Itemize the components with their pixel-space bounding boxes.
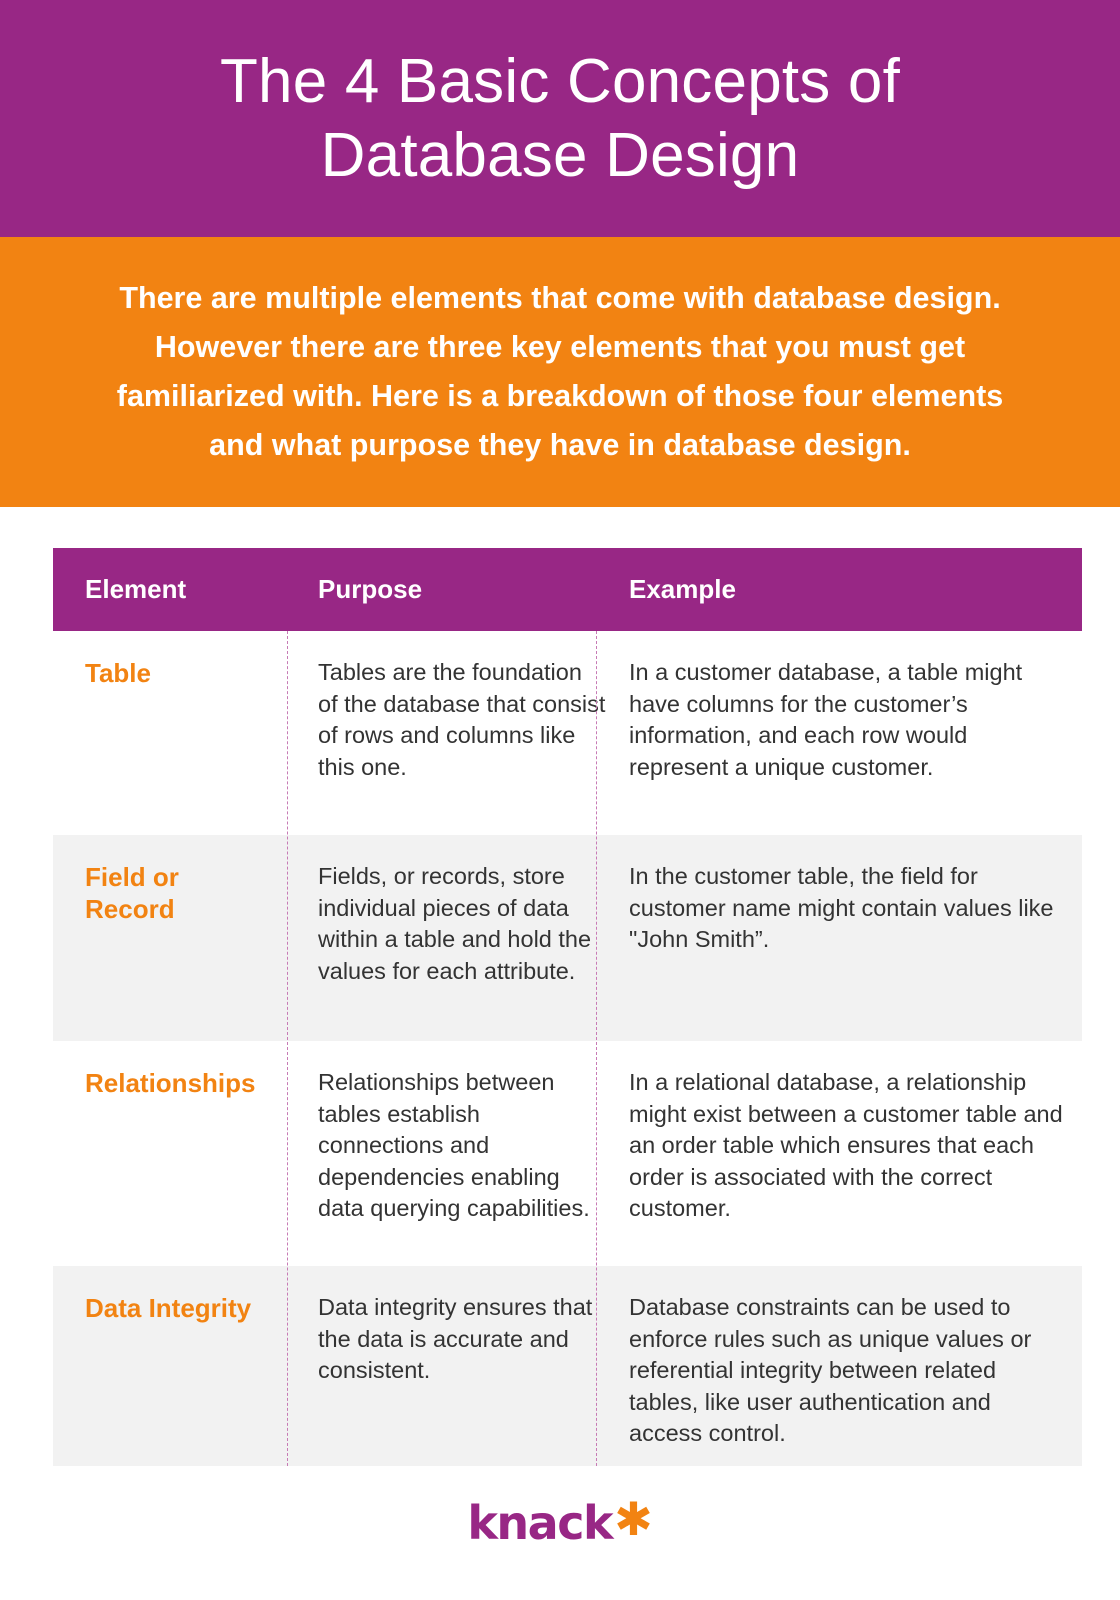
intro-banner [0, 237, 1120, 507]
row-purpose: Data integrity ensures that the data is accurate and consistent. [318, 1294, 593, 1383]
row-purpose: Fields, or records, store individual pieces of data within a table and hold the values for each attribute. [318, 863, 592, 984]
row-purpose: Relationships between tables establish connections and dependencies enabling data querying capabilities. [318, 1069, 590, 1221]
header-element: Element [85, 574, 187, 604]
row-example: Database constraints can be used to enforce rules such as unique values or referential integrity between related tables, like user authentication and access control. [629, 1294, 1032, 1446]
row-example: In a customer database, a table might have columns for the customer’s information, and each row would represent a unique customer. [629, 659, 1023, 780]
page-title-line-2: Database Design [320, 120, 800, 190]
row-example: In a relational database, a relationship might exist between a customer table and an order table which ensures that each order is associated with the correct customer. [629, 1069, 1063, 1221]
table-row [53, 1266, 1082, 1466]
intro-line-3: familiarized with. Here is a breakdown of those four elements [116, 379, 1004, 413]
column-divider-1 [287, 631, 288, 1466]
intro-line-2: However there are three key elements that you must get [154, 330, 966, 364]
concepts-table [53, 548, 1082, 1466]
knack-logo [0, 1492, 1120, 1550]
row-element: Data Integrity [85, 1293, 252, 1323]
table-header [53, 548, 1082, 631]
table-row [53, 1041, 1082, 1266]
header-purpose: Purpose [318, 574, 423, 604]
asterisk-icon: ✱ [614, 1492, 653, 1546]
row-element: Relationships [85, 1068, 256, 1098]
column-divider-2 [596, 631, 597, 1466]
row-element: Table [85, 658, 151, 688]
row-purpose: Tables are the foundation of the database that consist of rows and columns like this one. [318, 659, 606, 780]
table-row [53, 835, 1082, 1041]
row-element: Field or Record [85, 862, 179, 924]
logo-wordmark: knack [467, 1496, 613, 1550]
row-example: In the customer table, the field for customer name might contain values like "John Smith”. [629, 863, 1054, 952]
table-row [53, 631, 1082, 835]
title-banner [0, 0, 1120, 237]
intro-line-4: and what purpose they have in database design. [209, 428, 911, 462]
page-title-line-1: The 4 Basic Concepts of [219, 46, 901, 116]
header-example: Example [629, 574, 736, 604]
intro-line-1: There are multiple elements that come with database design. [119, 281, 1001, 315]
